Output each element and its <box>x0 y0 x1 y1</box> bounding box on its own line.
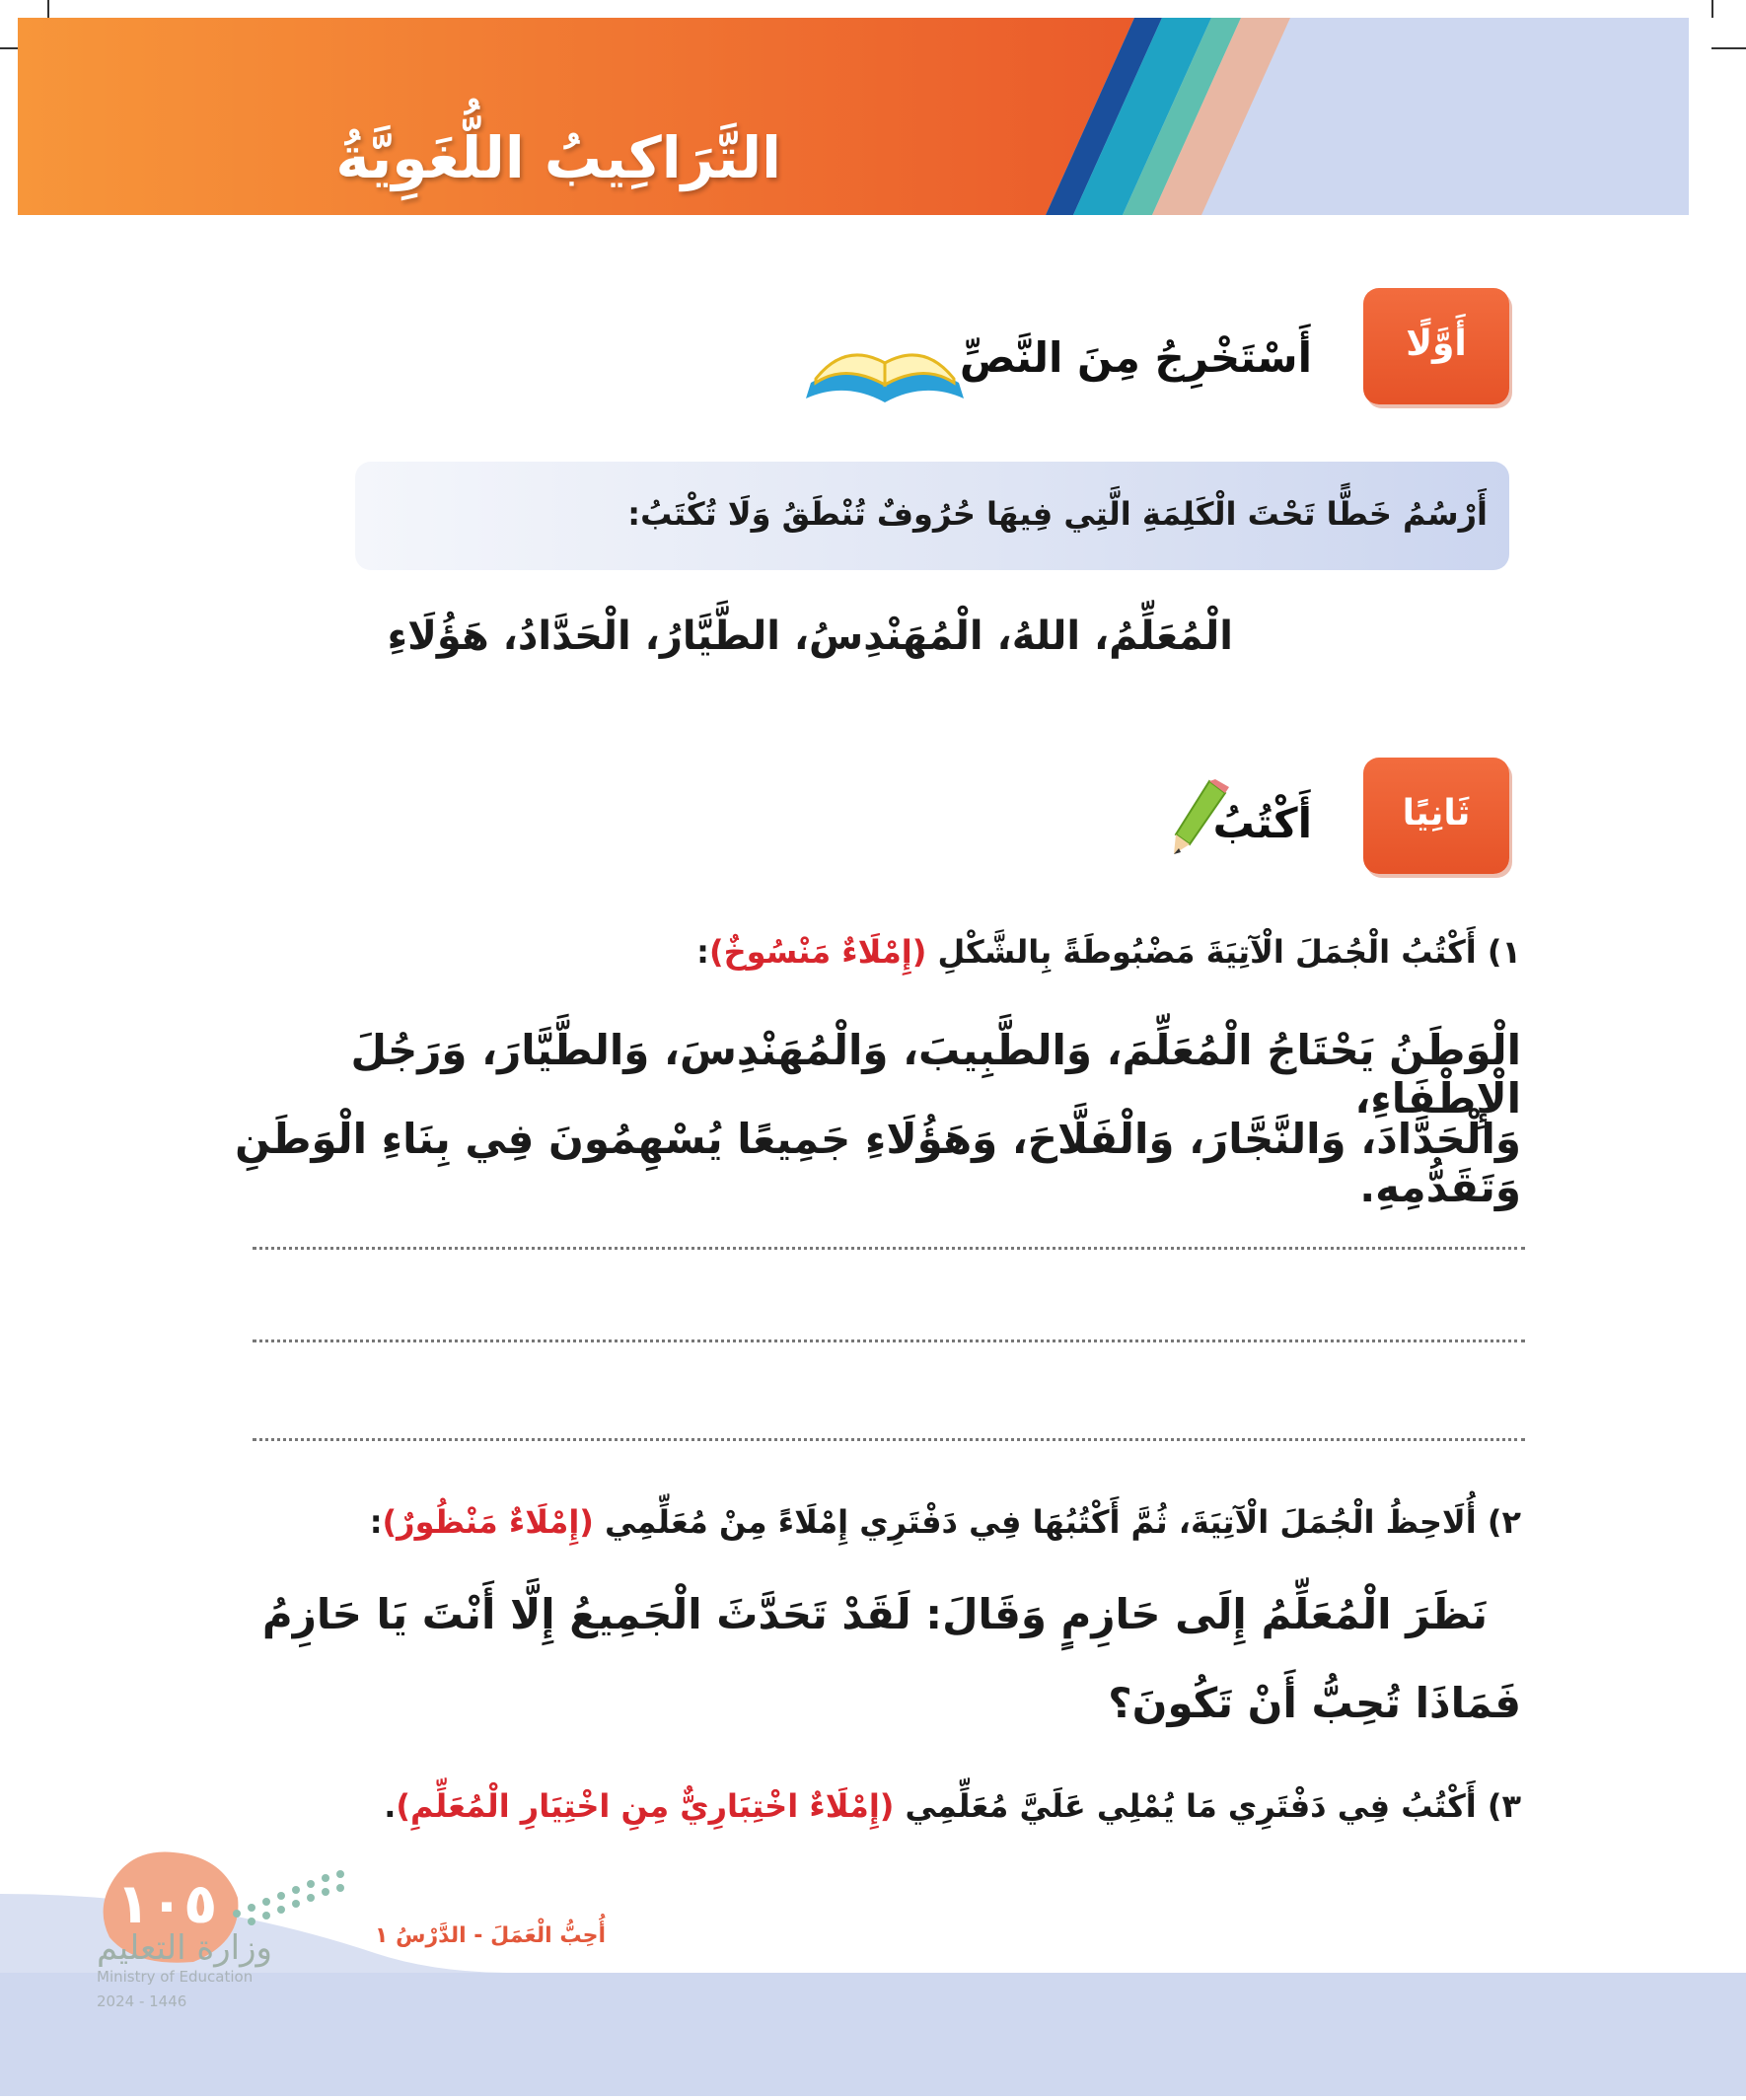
ministry-name-english: Ministry of Education <box>97 1968 254 1986</box>
ministry-logo-dots <box>217 1864 355 1933</box>
section-heading-write: أَكْتُبُ <box>1212 799 1312 847</box>
question-text: أَكْتُبُ فِي دَفْتَرِي مَا يُمْلِي عَلَيَّ مُعَلِّمِي <box>905 1787 1477 1825</box>
passage-line: الْوَطَنُ يَحْتَاجُ الْمُعَلِّمَ، وَالطَّبِيبَ، وَالْمُهَنْدِسَ، وَالطَّيَّارَ، وَرَجُلَ الْإِطْفَاءِ، <box>350 1026 1521 1122</box>
question-3 <box>219 1787 1521 1825</box>
badge-label: أَوَّلًا <box>1406 324 1467 364</box>
writing-line[interactable] <box>253 1247 1525 1250</box>
passage-line: نَظَرَ الْمُعَلِّمُ إِلَى حَازِمٍ وَقَالَ: لَقَدْ تَحَدَّثَ الْجَمِيعُ إِلَّا أَنْتَ يَا حَازِمُ <box>261 1590 1488 1638</box>
question-end: . <box>384 1787 397 1825</box>
dictation-type-tag: (إِمْلَاءٌ اخْتِبَارِيٌّ مِنِ اخْتِيَارِ الْمُعَلِّمِ) <box>396 1787 895 1825</box>
ministry-name-arabic: وزارة التعليم <box>97 1928 272 1968</box>
open-book-icon <box>801 324 969 412</box>
question-1 <box>239 933 1521 971</box>
question-number: ١) <box>1487 933 1521 971</box>
badge-label: ثَانِيًا <box>1402 793 1471 833</box>
question-number: ٣) <box>1487 1787 1521 1825</box>
instruction-text: أَرْسُمُ خَطًّا تَحْتَ الْكَلِمَةِ الَّتِي فِيهَا حُرُوفٌ تُنْطَقُ وَلَا تُكْتَبُ: <box>627 495 1488 533</box>
dictation-type-tag: (إِمْلَاءٌ مَنْظُورٌ) <box>382 1503 594 1541</box>
academic-year: 2024 - 1446 <box>97 1992 187 2010</box>
section-badge-first <box>1363 288 1509 404</box>
header-banner <box>18 18 1689 215</box>
passage-line: فَمَاذَا تُحِبُّ أَنْ تَكُونَ؟ <box>1108 1679 1521 1727</box>
section-badge-second <box>1363 758 1509 874</box>
page-number: ١٠٥ <box>115 1872 218 1936</box>
crop-mark <box>47 0 49 18</box>
pencil-icon <box>1170 779 1229 858</box>
crop-mark <box>1711 0 1713 18</box>
crop-mark <box>0 47 18 49</box>
dictation-type-tag: (إِمْلَاءٌ مَنْسُوخٌ) <box>708 933 927 971</box>
writing-line[interactable] <box>253 1340 1525 1342</box>
writing-line[interactable] <box>253 1438 1525 1441</box>
lesson-label: أُحِبُّ الْعَمَلَ - الدَّرْسُ ١ <box>375 1923 607 1948</box>
words-list: الْمُعَلِّمُ، اللهُ، الْمُهَنْدِسُ، الطَّيَّارُ، الْحَدَّادُ، هَؤُلَاءِ <box>387 614 1233 659</box>
question-text: أَكْتُبُ الْجُمَلَ الْآتِيَةَ مَضْبُوطَةً بِالشَّكْلِ <box>937 933 1477 971</box>
section-heading-extract: أَسْتَخْرِجُ مِنَ النَّصِّ <box>959 333 1312 382</box>
question-end: : <box>369 1503 383 1541</box>
page-title: التَّرَاكِيبُ اللُّغَوِيَّةُ <box>335 124 781 191</box>
passage-line: وَالْحَدَّادَ، وَالنَّجَّارَ، وَالْفَلَّاحَ، وَهَؤُلَاءِ جَمِيعًا يُسْهِمُونَ فِي بِنَاءِ الْوَطَنِ وَتَقَدُّمِهِ. <box>235 1115 1521 1211</box>
question-2 <box>219 1503 1521 1541</box>
question-text: أُلَاحِظُ الْجُمَلَ الْآتِيَةَ، ثُمَّ أَكْتُبُهَا فِي دَفْتَرِي إِمْلَاءً مِنْ مُعَلِّمِي <box>605 1503 1477 1541</box>
question-end: : <box>696 933 709 971</box>
question-number: ٢) <box>1487 1503 1521 1541</box>
crop-mark <box>1711 47 1746 49</box>
